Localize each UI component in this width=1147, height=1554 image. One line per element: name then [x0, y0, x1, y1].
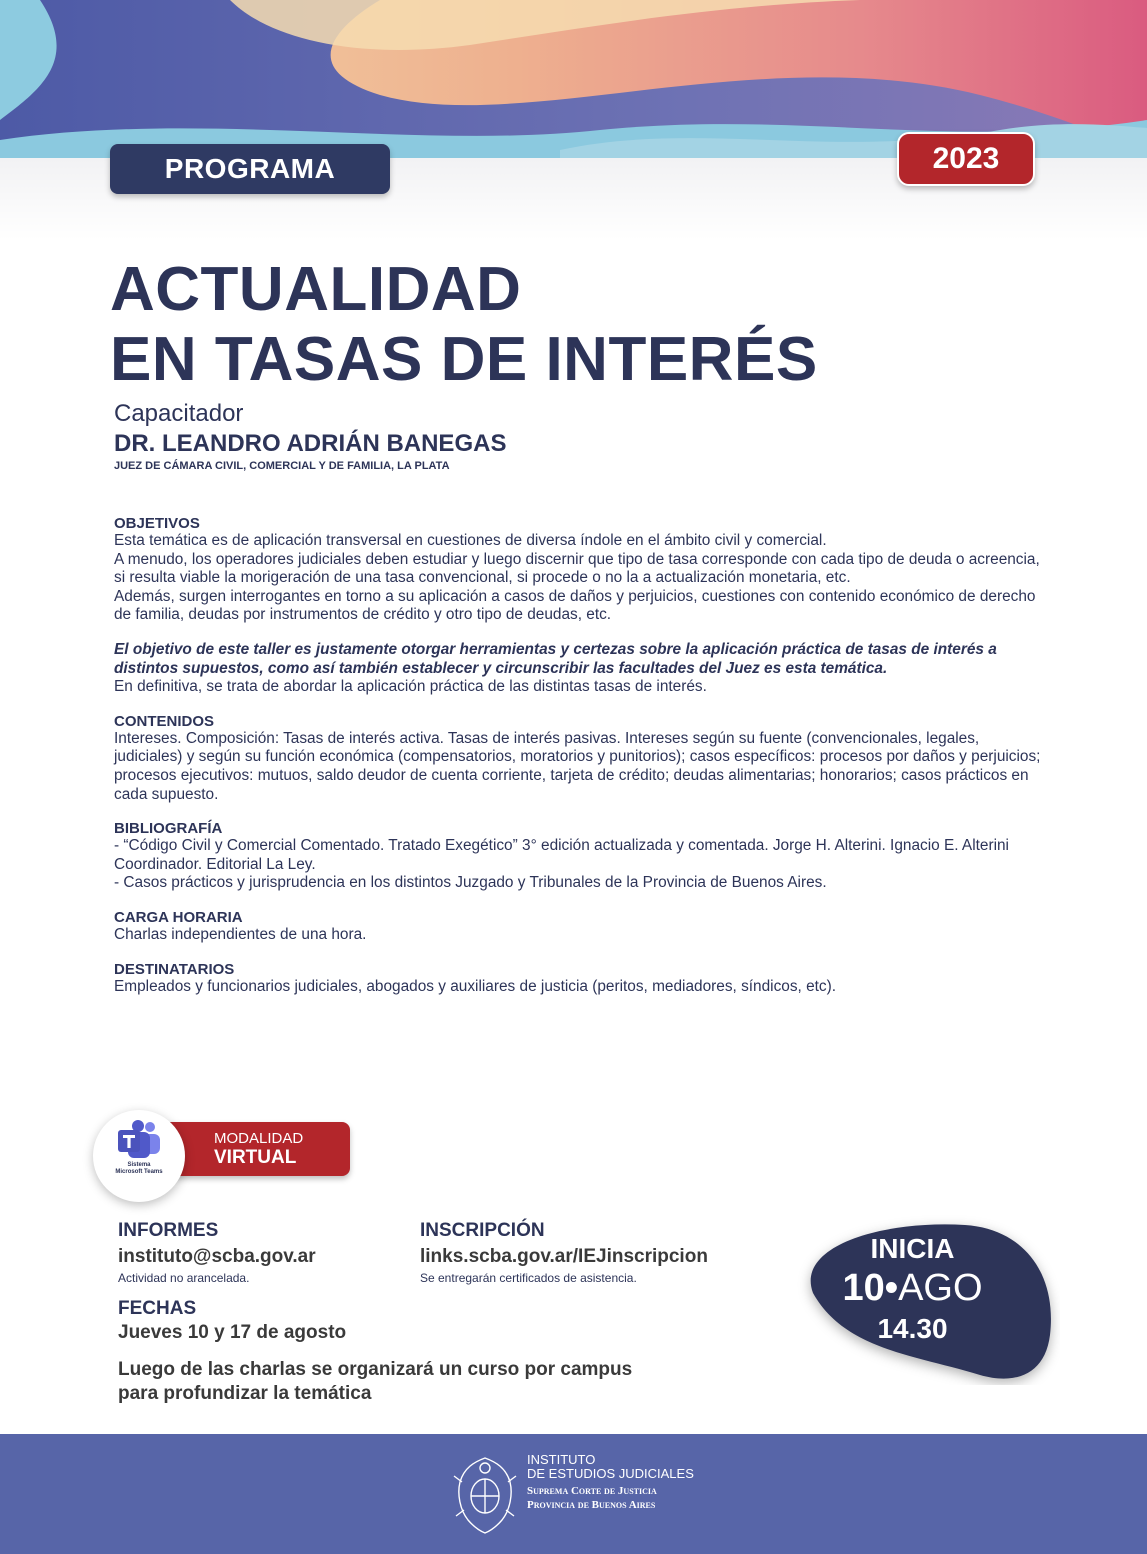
closing-line-2: para profundizar la temática [118, 1383, 372, 1404]
contenidos-text: Intereses. Composición: Tasas de interés activa. Tasas de interés pasivas. Intereses según su fuente (convencionales, legales, judiciales) y según su función económica (compensatorios, moratorios y punitorios); casos específicos: procesos por daños y perjuicios; procesos ejecutivos: mutuos, saldo deudor de cuenta corriente, tarjeta de crédito; deudas alimentarias; honorarios; casos prácticos en cada supuesto. [114, 729, 1041, 803]
objetivos-paragraph: En definitiva, se trata de abordar la aplicación práctica de las distintas tasas de interés. [114, 678, 707, 696]
inicia-month: AGO [898, 1267, 983, 1309]
court-seal-icon [452, 1452, 518, 1536]
fechas-heading: FECHAS [118, 1298, 197, 1319]
teams-caption-1: Sistema [127, 1162, 151, 1168]
modalidad-label: MODALIDAD [214, 1130, 304, 1147]
page-title [110, 255, 818, 395]
objetivos-paragraph: Además, surgen interrogantes en torno a su aplicación a casos de daños y perjuicios, cuestiones con contenido económico de derecho de familia, deudas por instrumentos de crédito y otro tipo de deudas, etc. [114, 587, 1036, 624]
inscripcion-heading: INSCRIPCIÓN [420, 1220, 545, 1241]
destinatarios-heading: DESTINATARIOS [114, 960, 235, 978]
inicia-time: 14.30 [877, 1313, 948, 1344]
objetivos-paragraph: A menudo, los operadores judiciales deben estudiar y luego discernir que tipo de tasa corresponde con cada tipo de deuda o acreencia, si resulta viable la morigeración de una tasa convencional, si procede o no la a actualización monetaria, etc. [114, 550, 1040, 587]
objetivos-paragraph: Esta temática es de aplicación transversal en cuestiones de diversa índole en el ámbito civil y comercial. [114, 532, 827, 549]
objetivos-emphasis: El objetivo de este taller es justamente otorgar herramientas y certezas sobre la aplicación práctica de tasas de interés a distintos supuestos, como así también establecer y circunscribir las facultades del Juez es esta temática. [114, 640, 997, 677]
modalidad-value: VIRTUAL [214, 1147, 297, 1168]
programa-badge: PROGRAMA [110, 144, 390, 194]
institution-line-4: Provincia de Buenos Aires [527, 1499, 656, 1511]
institution-line-2: DE ESTUDIOS JUDICIALES [527, 1466, 694, 1481]
closing-line-1: Luego de las charlas se organizará un curso por campus [118, 1359, 633, 1380]
teams-badge [93, 1110, 185, 1202]
closing-note [118, 1358, 632, 1406]
informes-heading: INFORMES [118, 1220, 219, 1241]
objetivos-heading: OBJETIVOS [114, 515, 200, 532]
inicia-label: INICIA [870, 1233, 955, 1264]
institution-line-3: Suprema Corte de Justicia [527, 1485, 657, 1497]
inscripcion-link[interactable]: links.scba.gov.ar/IEJinscripcion [420, 1246, 708, 1267]
trainer-name: DR. LEANDRO ADRIÁN BANEGAS [114, 430, 507, 457]
carga-text: Charlas independientes de una hora. [114, 925, 367, 943]
inscripcion-note: Se entregarán certificados de asistencia. [420, 1271, 637, 1285]
bibliografia-item: - “Código Civil y Comercial Comentado. Tratado Exegético” 3° edición actualizada y comentada. Jorge H. Alterini. Ignacio E. Alterini Coordinador. Editorial La Ley. [114, 837, 1009, 873]
contenidos-heading: CONTENIDOS [114, 712, 215, 730]
title-line-1: ACTUALIDAD [110, 255, 522, 324]
informes-note: Actividad no arancelada. [118, 1271, 250, 1285]
trainer-role: JUEZ DE CÁMARA CIVIL, COMERCIAL Y DE FAMILIA, LA PLATA [114, 460, 450, 472]
carga-heading: CARGA HORARIA [114, 908, 243, 926]
inicia-date [795, 1267, 1030, 1310]
year-badge: 2023 [897, 132, 1035, 186]
bibliografia-item: - Casos prácticos y jurisprudencia en los distintos Juzgado y Tribunales de la Provincia de Buenos Aires. [114, 874, 827, 892]
fechas-value: Jueves 10 y 17 de agosto [118, 1322, 347, 1343]
program-content [114, 515, 1044, 996]
start-date-badge [795, 1215, 1060, 1385]
inicia-separator: • [884, 1267, 899, 1309]
footer [0, 1434, 1147, 1554]
microsoft-teams-icon [116, 1120, 162, 1160]
inicia-day: 10 [842, 1267, 885, 1309]
destinatarios-text: Empleados y funcionarios judiciales, abogados y auxiliares de justicia (peritos, mediadores, síndicos, etc). [114, 977, 837, 995]
informes-email[interactable]: instituto@scba.gov.ar [118, 1246, 316, 1267]
title-line-2: EN TASAS DE INTERÉS [110, 325, 818, 394]
header-artwork [0, 0, 1147, 240]
teams-caption-2: Microsoft Teams [115, 1169, 163, 1175]
institution-line-1: INSTITUTO [527, 1452, 596, 1467]
trainer-label: Capacitador [114, 400, 244, 427]
bibliografia-heading: BIBLIOGRAFÍA [114, 820, 223, 838]
institution-name [527, 1453, 694, 1512]
